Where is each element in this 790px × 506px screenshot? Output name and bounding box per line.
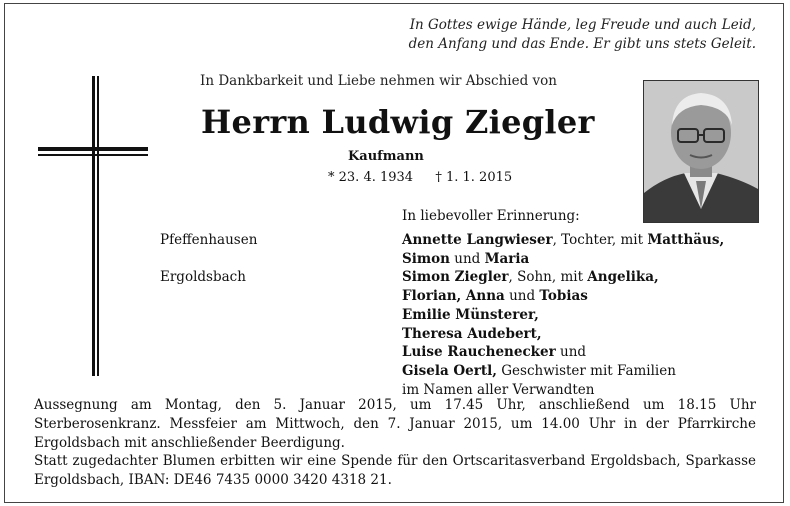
relative-line — [402, 343, 724, 362]
deceased-name: Herrn Ludwig Ziegler — [201, 103, 595, 141]
relative-name: Luise Rauchenecker — [402, 344, 556, 361]
relative-name: Florian, Anna — [402, 288, 505, 305]
verse-line-1: In Gottes ewige Hände, leg Freude und auch Leid, — [409, 17, 756, 33]
relative-name: Emilie Münsterer, — [402, 306, 539, 323]
relative-line — [402, 231, 724, 250]
relative-line — [402, 287, 724, 306]
place-pfeffenhausen: Pfeffenhausen — [160, 232, 258, 248]
announcement — [34, 396, 756, 490]
relative-text: , Sohn, mit — [508, 269, 588, 286]
relative-text: im Namen aller Verwandten — [402, 381, 595, 398]
relative-name: Matthäus, — [647, 232, 725, 248]
relative-text: und — [504, 288, 540, 305]
life-dates — [328, 170, 512, 185]
death-date: † 1. 1. 2015 — [435, 170, 513, 185]
relative-line — [402, 306, 724, 325]
relative-name: Angelika, — [587, 269, 659, 286]
relative-text: Geschwister mit Familien — [496, 362, 676, 379]
relative-name: Theresa Audebert, — [402, 325, 542, 342]
relatives-list — [402, 231, 724, 399]
announcement-donation: Statt zugedachter Blumen erbitten wir eine Spende für den Ortscaritasverband Ergoldsbach, Sparkasse Ergoldsbach, IBAN: DE46 7435 0000 3420 4318 21. — [34, 453, 756, 489]
profession: Kaufmann — [348, 149, 424, 164]
verse-line-2: den Anfang und das Ende. Er gibt uns stets Geleit. — [408, 36, 756, 52]
portrait-photo — [643, 80, 759, 223]
relative-text: , Tochter, mit — [552, 232, 648, 248]
relative-line — [402, 250, 724, 269]
relative-line — [402, 268, 724, 287]
memory-heading: In liebevoller Erinnerung: — [402, 208, 580, 224]
relative-name: Simon — [402, 250, 450, 267]
relative-name: Annette Langwieser — [402, 232, 553, 248]
relative-line — [402, 362, 724, 381]
relative-name: Maria — [484, 250, 530, 267]
relative-text: und — [555, 344, 587, 361]
relative-name: Simon Ziegler — [402, 269, 509, 286]
relative-name: Gisela Oertl, — [402, 362, 497, 379]
place-ergoldsbach: Ergoldsbach — [160, 269, 246, 285]
relative-line — [402, 325, 724, 344]
relative-text: und — [449, 250, 485, 267]
intro-text: In Dankbarkeit und Liebe nehmen wir Abschied von — [200, 73, 557, 89]
relative-name: Tobias — [539, 288, 588, 305]
verse — [409, 16, 756, 54]
announcement-service: Aussegnung am Montag, den 5. Januar 2015, um 17.45 Uhr, anschließend um 18.15 Uhr Sterberosenkranz. Messfeier am Mittwoch, den 7. Januar 2015, um 14.00 Uhr in der Pfarrkirche Ergoldsbach mit anschließender Beerdigung. — [34, 397, 756, 451]
birth-date: * 23. 4. 1934 — [328, 170, 414, 185]
